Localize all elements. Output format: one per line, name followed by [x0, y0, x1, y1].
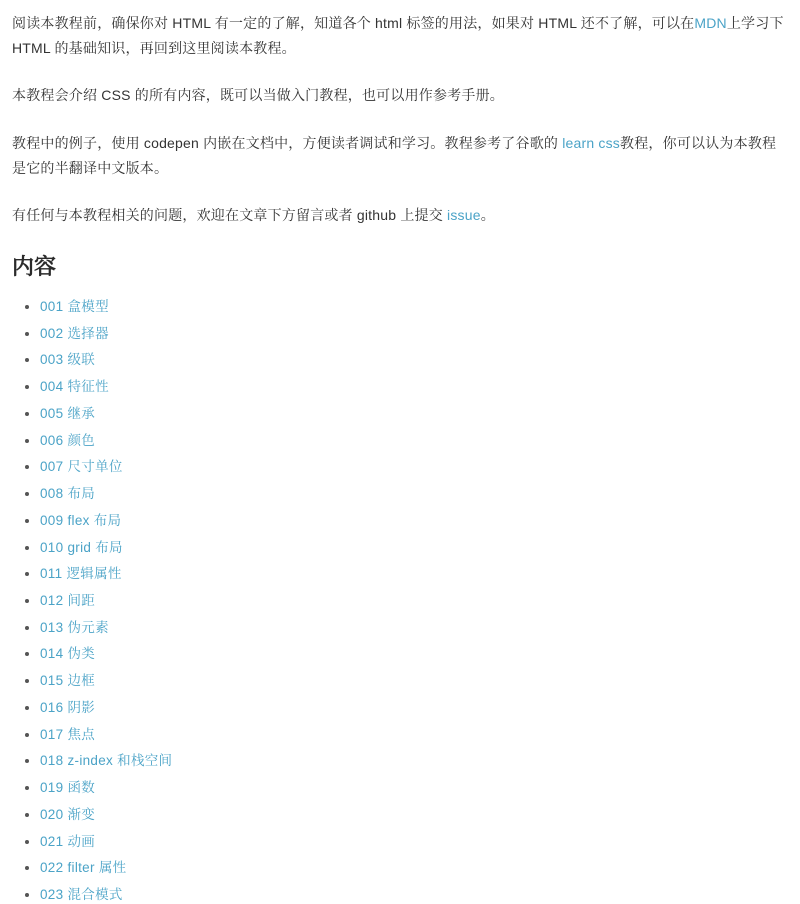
contents-list [12, 297, 788, 904]
list-item[interactable] [40, 484, 788, 503]
intro-paragraph-2 [12, 83, 788, 108]
toc-link-004[interactable]: 004 特征性 [40, 379, 109, 395]
toc-link-014[interactable]: 014 伪类 [40, 646, 96, 662]
list-item[interactable] [40, 350, 788, 369]
toc-link-016[interactable]: 016 阴影 [40, 699, 96, 715]
learn-css-link[interactable]: learn css [562, 134, 621, 151]
list-item[interactable] [40, 778, 788, 797]
toc-link-011[interactable]: 011 逻辑属性 [40, 566, 122, 582]
toc-link-017[interactable]: 017 焦点 [40, 726, 96, 742]
list-item[interactable] [40, 377, 788, 396]
toc-link-007[interactable]: 007 尺寸单位 [40, 459, 123, 475]
paragraph-4-text-2: 。 [480, 206, 495, 223]
toc-link-019[interactable]: 019 函数 [40, 780, 96, 796]
list-item[interactable] [40, 404, 788, 423]
document-body [0, 11, 800, 904]
list-item[interactable] [40, 564, 788, 583]
list-item[interactable] [40, 698, 788, 717]
list-item[interactable] [40, 671, 788, 690]
list-item[interactable] [40, 832, 788, 851]
list-item[interactable] [40, 431, 788, 450]
toc-link-015[interactable]: 015 边框 [40, 673, 96, 689]
list-item[interactable] [40, 538, 788, 557]
toc-link-021[interactable]: 021 动画 [40, 833, 96, 849]
toc-link-003[interactable]: 003 级联 [40, 352, 96, 368]
toc-link-020[interactable]: 020 渐变 [40, 806, 96, 822]
contents-heading: 内容 [12, 254, 57, 280]
list-item[interactable] [40, 324, 788, 343]
toc-link-001[interactable]: 001 盒模型 [40, 298, 109, 314]
toc-link-009[interactable]: 009 flex 布局 [40, 512, 122, 528]
toc-link-010[interactable]: 010 grid 布局 [40, 539, 123, 555]
list-item[interactable] [40, 644, 788, 663]
list-item[interactable] [40, 885, 788, 904]
paragraph-3-text-1: 教程中的例子，使用 codepen 内嵌在文档中，方便读者调试和学习。教程参考了谷歌的 [12, 134, 563, 151]
paragraph-3-text-2: 教程，你可以认为本教程是它的半翻译中文版本。 [12, 134, 777, 176]
intro-section [12, 11, 788, 228]
paragraph-1-text-2: 上学习下 HTML 的基础知识，再回到这里阅读本教程。 [12, 15, 784, 57]
list-item[interactable] [40, 805, 788, 824]
toc-link-002[interactable]: 002 选择器 [40, 325, 109, 341]
list-item[interactable] [40, 591, 788, 610]
mdn-link[interactable]: MDN [694, 15, 727, 31]
toc-link-008[interactable]: 008 布局 [40, 486, 96, 502]
list-item[interactable] [40, 297, 788, 316]
toc-link-006[interactable]: 006 颜色 [40, 432, 96, 448]
toc-link-023[interactable]: 023 混合模式 [40, 887, 123, 903]
intro-paragraph-3 [12, 131, 788, 181]
paragraph-2-text-1: 本教程会介绍 CSS 的所有内容，既可以当做入门教程，也可以用作参考手册。 [12, 87, 504, 104]
list-item[interactable] [40, 751, 788, 770]
list-item[interactable] [40, 725, 788, 744]
toc-link-013[interactable]: 013 伪元素 [40, 619, 109, 635]
list-item[interactable] [40, 858, 788, 877]
intro-paragraph-4 [12, 203, 788, 228]
list-item[interactable] [40, 511, 788, 530]
list-item[interactable] [40, 618, 788, 637]
paragraph-4-text-1: 有任何与本教程相关的问题，欢迎在文章下方留言或者 github 上提交 [12, 206, 448, 223]
toc-link-022[interactable]: 022 filter 属性 [40, 860, 127, 876]
paragraph-1-text-1: 阅读本教程前，确保你对 HTML 有一定的了解，知道各个 html 标签的用法，如果对 HTML 还不了解，可以在 [12, 15, 695, 31]
issue-link[interactable]: issue [447, 206, 481, 223]
intro-paragraph-1 [12, 11, 788, 61]
toc-link-005[interactable]: 005 继承 [40, 405, 96, 421]
list-item[interactable] [40, 457, 788, 476]
toc-link-018[interactable]: 018 z-index 和栈空间 [40, 753, 173, 769]
toc-link-012[interactable]: 012 间距 [40, 593, 96, 608]
